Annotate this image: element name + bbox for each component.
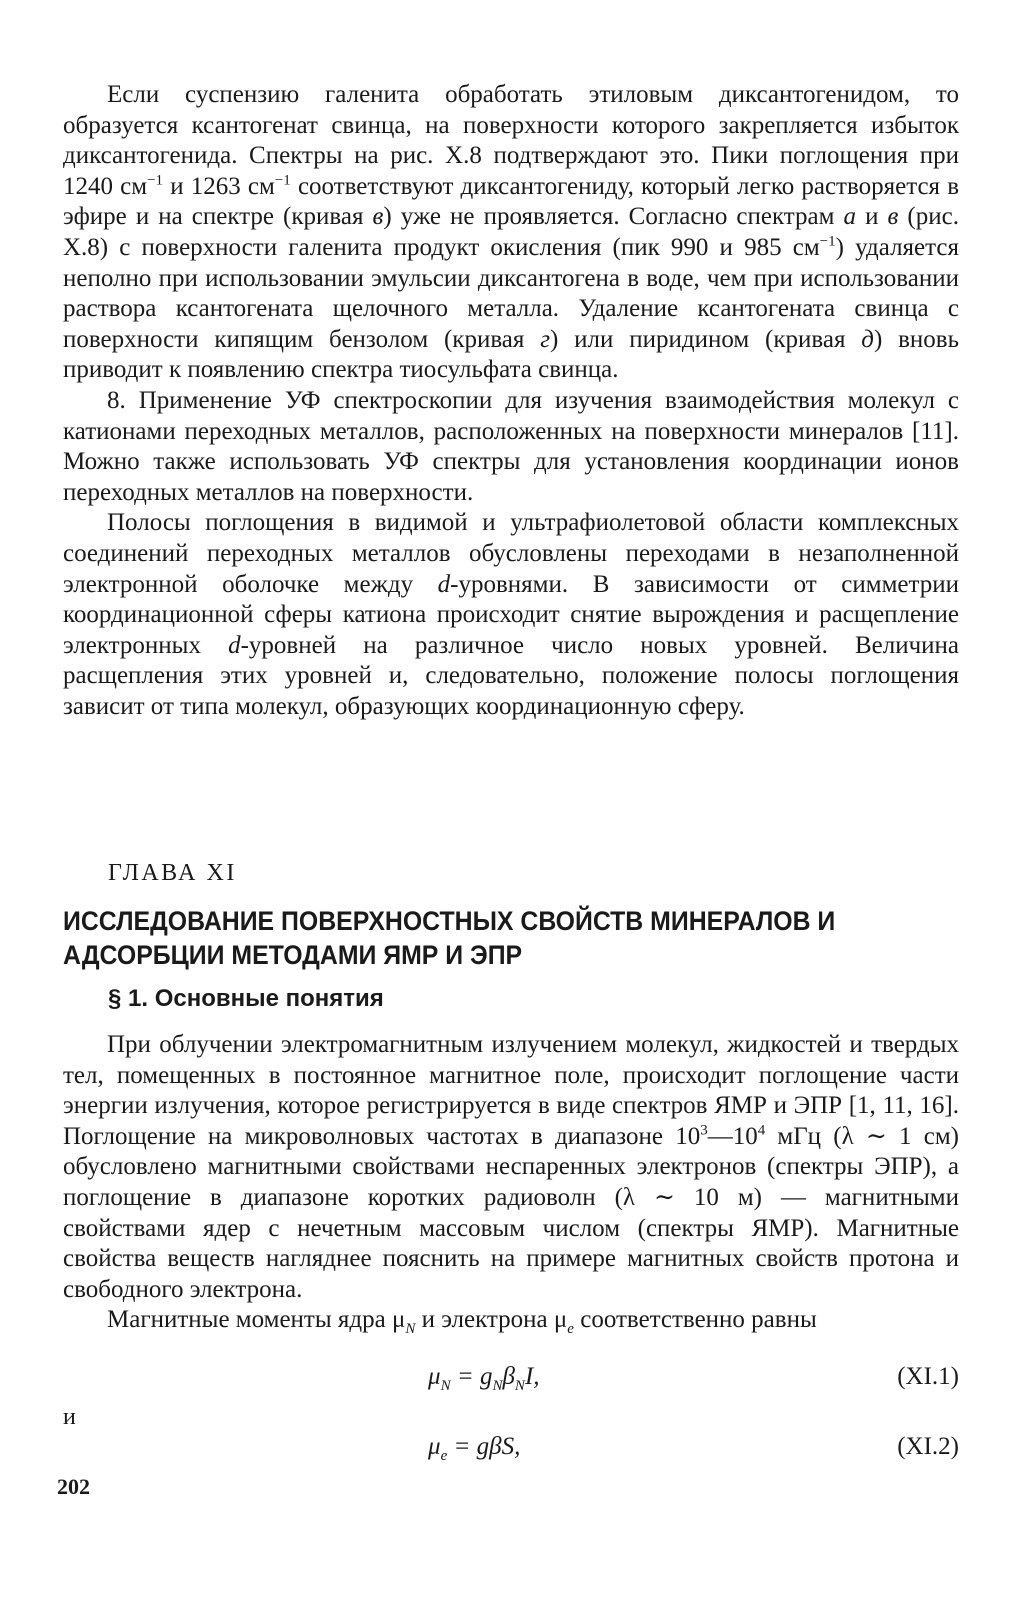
equation-formula: $\mu_e = g\beta S$, — [428, 1433, 521, 1464]
paragraph: Магнитные моменты ядра $\mu_N$ и электрона $\mu_e$ соответственно равны — [107, 1306, 817, 1338]
chapter-label: ГЛАВА XI — [108, 860, 237, 886]
paragraph: Полосы поглощения в видимой и ультрафиолетовой области комплексных соединений переходных металлов обусловлены переходами в незаполненной электронной оболочке между d-уровнями. В зависимости от симметрии координационной сферы катиона происходит снятие вырождения и расщепление электронных d-уровней на различное число новых уровней. Величина расщепления этих уровней и, следовательно, положение полосы поглощения зависит от типа молекул, образующих координационную сферу. — [63, 509, 960, 720]
equation-xi-1 — [63, 1362, 959, 1396]
paragraph: При облучении электромагнитным излучением молекул, жидкостей и твердых тел, помещенных в постоянное магнитное поле, происходит поглощение части энергии излучения, которое регистрируется в виде спектров ЯМР и ЭПР [1, 11, 16]. Поглощение на микроволновых частотах в диапазоне $10^3—10^4$ мГц (λ ∼ 1 см) обусловлено магнитными свойствами неспаренных электронов (спектры ЭПР), а поглощение в диапазоне коротких радиоволн (λ ∼ 10 м) — магнитными свойствами ядер с нечетным массовым числом (спектры ЯМР). Магнитные свойства веществ нагляднее пояснить на примере магнитных свойств протона и свободного электрона. — [63, 1031, 959, 1303]
section-title: § 1. Основные понятия — [108, 985, 384, 1012]
conjunction-text: и — [63, 1404, 76, 1430]
equation-xi-2 — [63, 1432, 959, 1466]
top-text-block — [63, 80, 959, 722]
chapter-body-text — [63, 1030, 959, 1336]
equation-number: (XI.2) — [897, 1433, 959, 1460]
equation-formula: $\mu_N = g_N\beta_NI$, — [428, 1363, 540, 1394]
paragraph: Если суспензию галенита обработать этиловым диксантогенидом, то образуется ксантогенат свинца, на поверхности которого закрепляется избыток диксантогенида. Спектры на рис. X.8 подтверждают это. Пики поглощения при 1240 $см^{-1}$ и 1263 $см^{-1}$ соответствуют диксантогениду, который легко растворяется в эфире и на спектре (кривая в) уже не проявляется. Согласно спектрам а и в (рис. X.8) с поверхности галенита продукт окисления (пик 990 и 985 $см^{-1}$) удаляется неполно при использовании эмульсии диксантогена в воде, чем при использовании раствора ксантогената щелочного металла. Удаление ксантогената свинца с поверхности кипящим бензолом (кривая г) или пиридином (кривая д) вновь приводит к появлению спектра тиосульфата свинца. — [63, 81, 960, 384]
equation-number: (XI.1) — [897, 1363, 959, 1390]
chapter-title: ИССЛЕДОВАНИЕ ПОВЕРХНОСТНЫХ СВОЙСТВ МИНЕРАЛОВ И АДСОРБЦИИ МЕТОДАМИ ЯМР И ЭПР — [63, 906, 836, 970]
paragraph: 8. Применение УФ спектроскопии для изучения взаимодействия молекул с катионами переходных металлов, расположенных на поверхности минералов [11]. Можно также использовать УФ спектры для установления координации ионов переходных металлов на поверхности. — [63, 386, 959, 506]
page-number: 202 — [57, 1474, 90, 1499]
